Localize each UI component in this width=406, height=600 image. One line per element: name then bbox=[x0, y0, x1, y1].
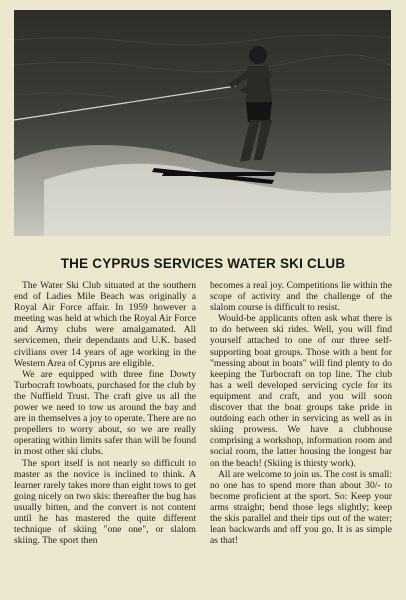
paragraph: Would-be applicants often ask what there is to do between ski rides. Well, you will find yourself attached to one of our three self-supporting boat groups. Those with a bent for "messing about in boats" will find plenty to do keeping the Turbocraft on top line. The club has a well developed servicing cycle for its equipment and craft, and you will soon discover that the boat groups take pride in outdoing each other in servicing as well as in skiing prowess. We have a clubhouse comprising a workshop, information room and social room, the latter housing the longest bar on the beach! (Skiing is thirsty work). bbox=[210, 313, 392, 469]
paragraph: All are welcome to join us. The cost is small: no one has to spend more than about 30/- to become proficient at the sport. So: Keep your arms straight; bend those legs slightly; keep the skis parallel and their tips out of the water; lean backwards and off you go. It is as simple as that! bbox=[210, 468, 392, 547]
paragraph: The Water Ski Club situated at the southern end of Ladies Mile Beach was originally a Royal Air Force affair. In 1959 however a meeting was held at which the Royal Air Force and Army clubs were amalgamated. All servicemen, their dependants and U.K. based civilians over 14 years of age working in the Western Area of Cyprus are eligible. bbox=[14, 280, 196, 369]
paragraph: We are equipped with three fine Dowty Turbocraft towboats, purchased for the club by the Nuffield Trust. The craft give us all the power we need to tow us around the bay and are in themselves a joy to operate. There are no propellers to worry about, so we are really operating within limits safer than will be found in most other ski clubs. bbox=[14, 368, 196, 458]
paragraph: becomes a real joy. Competitions lie within the scope of activity and the challenge of the slalom course is difficult to resist. bbox=[210, 280, 392, 314]
paragraph: The sport itself is not nearly so difficult to master as the novice is inclined to think. A learner rarely takes more than eight tows to get going nicely on two skis: thereafter the bug has usually bitten, and the convert is not content until he has mastered the quite different technique of skiing "one one", or slalom skiing. The sport then bbox=[14, 457, 196, 547]
right-column bbox=[210, 280, 392, 596]
article-title: THE CYPRUS SERVICES WATER SKI CLUB bbox=[60, 256, 346, 271]
photo-illustration bbox=[14, 10, 391, 236]
water-skier-photo bbox=[14, 10, 391, 236]
article-body bbox=[14, 280, 392, 596]
left-column bbox=[14, 280, 196, 596]
